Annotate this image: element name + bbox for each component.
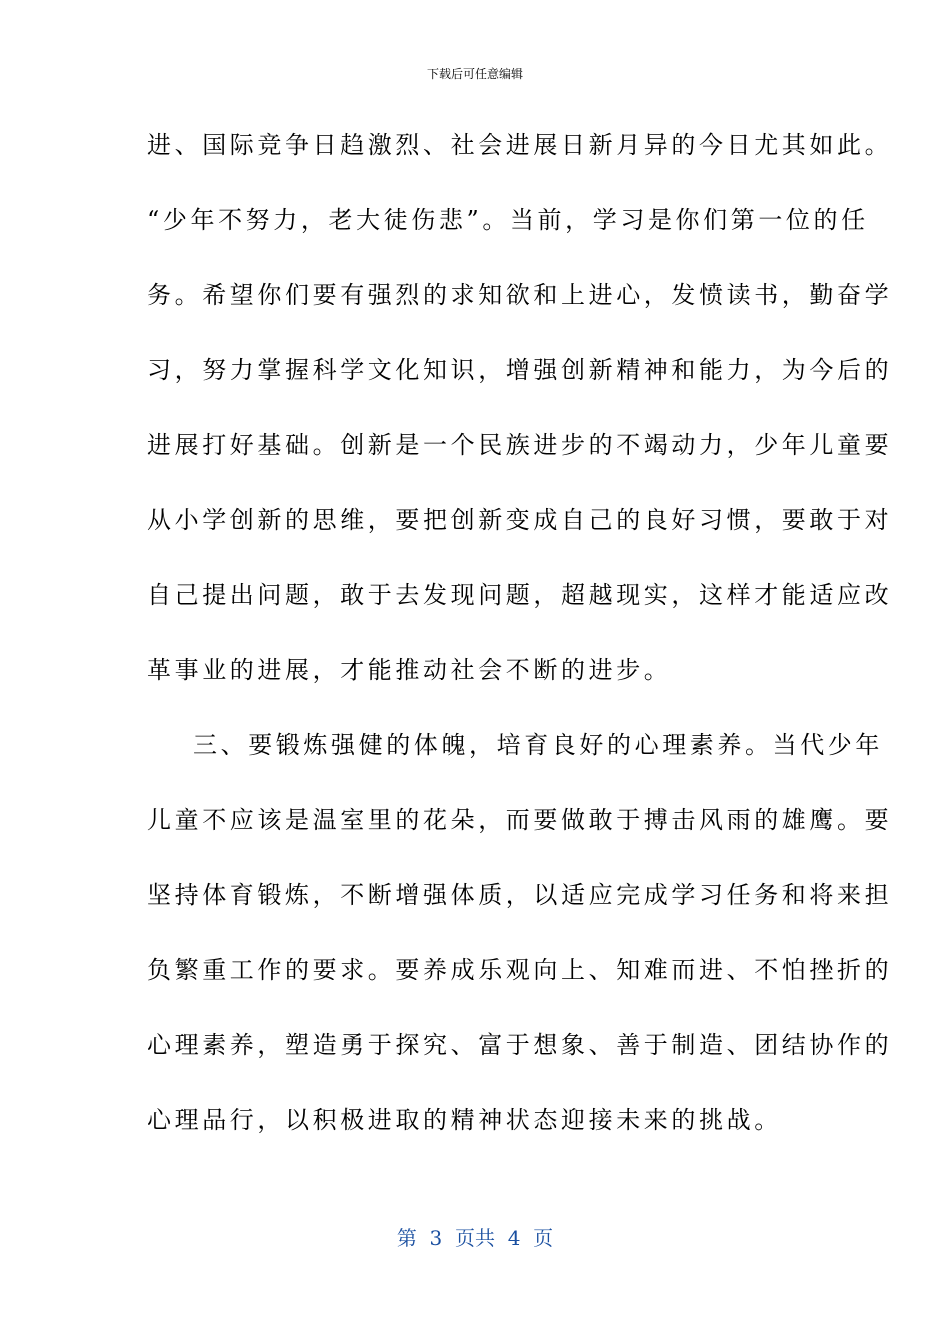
paragraph-line: 习，努力掌握科学文化知识，增强创新精神和能力，为今后的: [147, 356, 893, 384]
paragraph-line: 坚持体育锻炼，不断增强体质，以适应完成学习任务和将来担: [147, 881, 893, 909]
page-number-footer: 第 3 页共 4 页: [396, 1226, 554, 1250]
paragraph-line: 自己提出问题，敢于去发现问题，超越现实，这样才能适应改: [147, 581, 893, 609]
paragraph-line: 负繁重工作的要求。要养成乐观向上、知难而进、不怕挫折的: [147, 956, 893, 984]
paragraph-line: 心理素养，塑造勇于探究、富于想象、善于制造、团结协作的: [147, 1031, 893, 1059]
paragraph-line: 进展打好基础。创新是一个民族进步的不竭动力，少年儿童要: [147, 431, 893, 459]
paragraph-line: 革事业的进展，才能推动社会不断的进步。: [147, 656, 672, 684]
paragraph-line: “少年不努力，老大徒伤悲”。当前，学习是你们第一位的任: [147, 206, 869, 234]
paragraph-line: 三、要锻炼强健的体魄，培育良好的心理素养。当代少年: [193, 731, 883, 759]
page-header: 下载后可任意编辑: [426, 67, 523, 81]
paragraph-line: 进、国际竞争日趋激烈、社会进展日新月异的今日尤其如此。: [147, 131, 893, 159]
paragraph-line: 心理品行，以积极进取的精神状态迎接未来的挑战。: [147, 1106, 782, 1134]
paragraph-line: 务。希望你们要有强烈的求知欲和上进心，发愤读书，勤奋学: [147, 281, 893, 309]
document-body: [147, 120, 893, 1170]
paragraph-line: 从小学创新的思维，要把创新变成自己的良好习惯，要敢于对: [147, 506, 893, 534]
paragraph-line: 儿童不应该是温室里的花朵，而要做敢于搏击风雨的雄鹰。要: [147, 806, 893, 834]
